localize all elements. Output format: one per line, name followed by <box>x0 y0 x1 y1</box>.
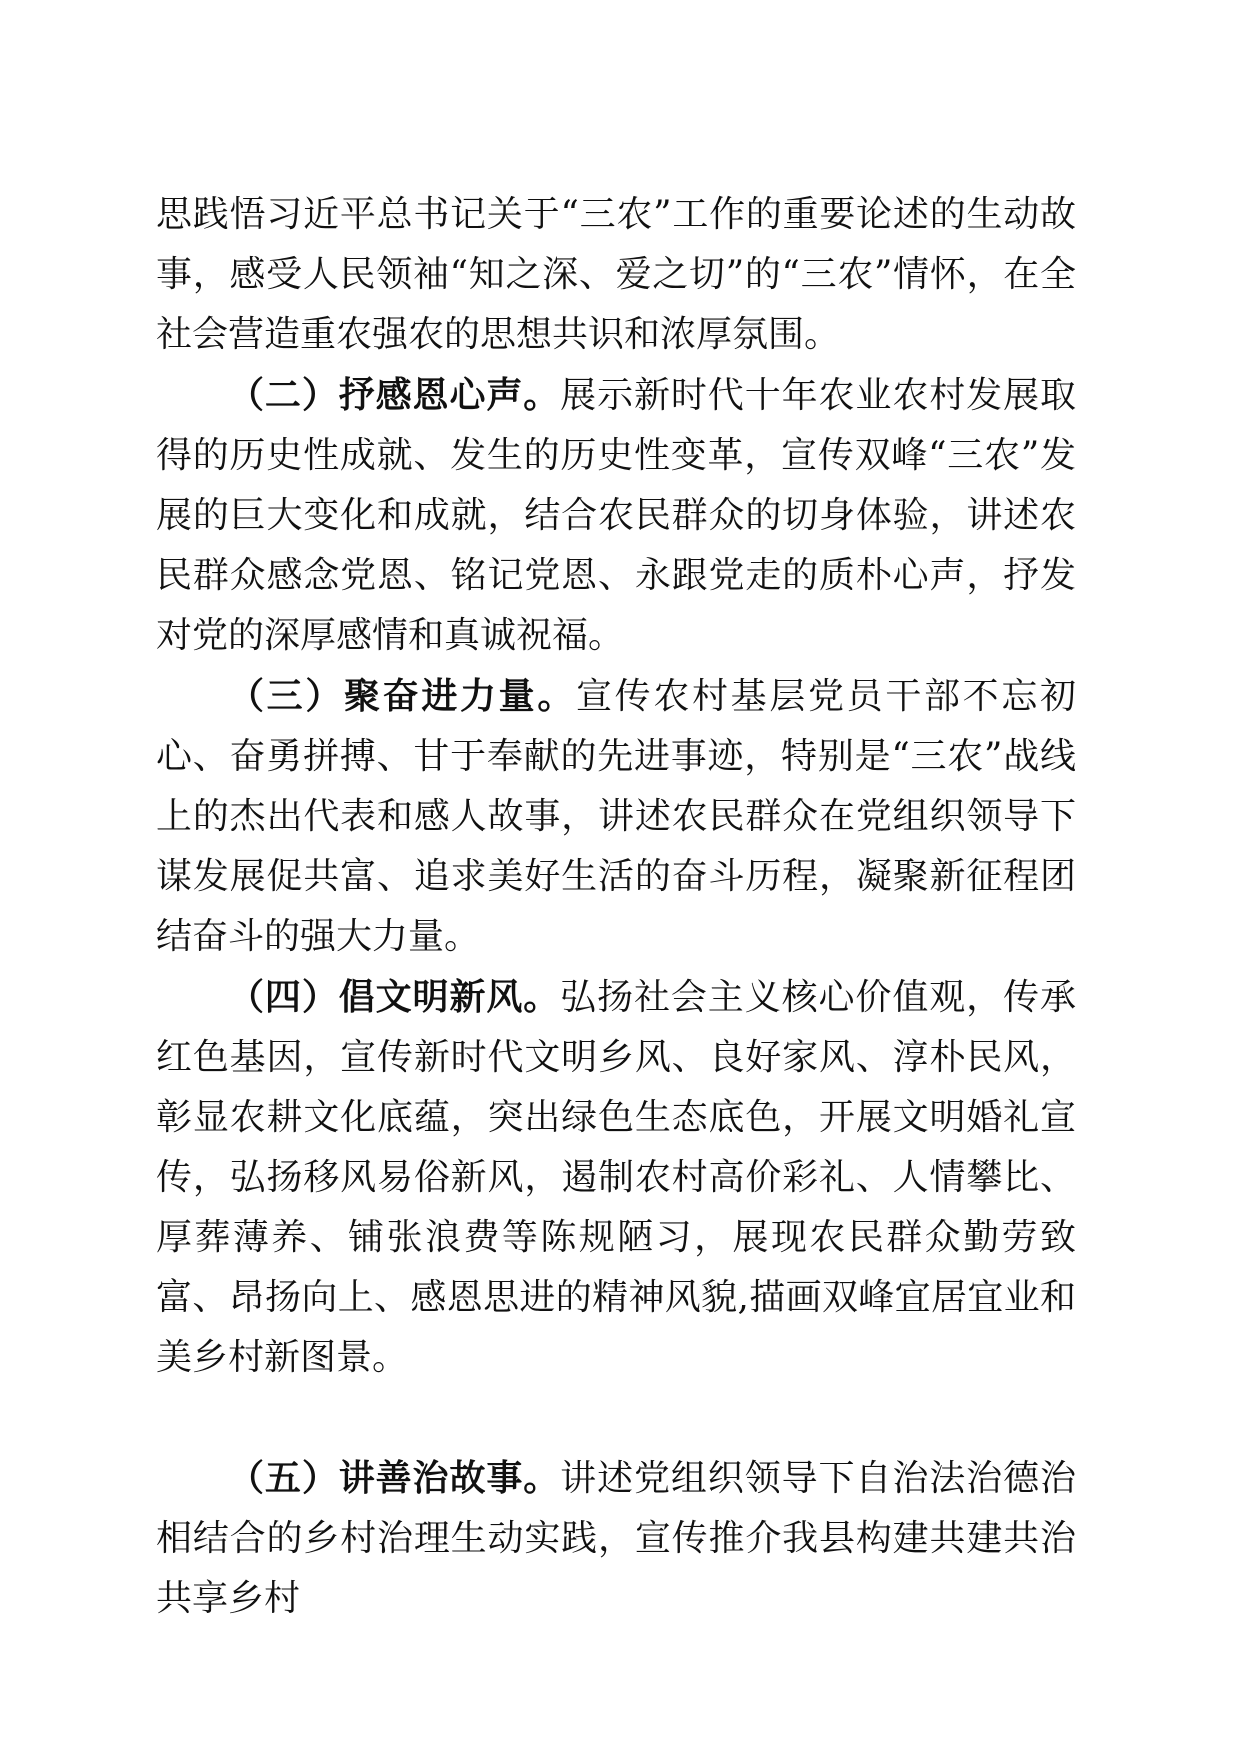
paragraph-section-4 <box>156 967 1076 1388</box>
paragraph-continuation <box>156 185 1076 365</box>
paragraph-text: 弘扬社会主义核心价值观，传承红色基因，宣传新时代文明乡风、良好家风、淳朴民风，彰显农耕文化底蕴，突出绿色生态底色，开展文明婚礼宣传，弘扬移风易俗新风，遏制农村高价彩礼、人情攀比、厚葬薄养、铺张浪费等陈规陋习，展现农民群众勤劳致富、昂扬向上、感恩思进的精神风貌,描画双峰宜居宜业和美乡村新图景。 <box>156 977 1076 1378</box>
section-heading: （三）聚奋进力量。 <box>228 675 576 717</box>
paragraph-text: 思践悟习近平总书记关于“三农”工作的重要论述的生动故事，感受人民领袖“知之深、爱之切”的“三农”情怀，在全社会营造重农强农的思想共识和浓厚氛围。 <box>156 194 1076 355</box>
document-body <box>156 185 1076 1629</box>
paragraph-section-3 <box>156 666 1076 967</box>
section-heading: （二）抒感恩心声。 <box>228 374 561 416</box>
paragraph-text: 展示新时代十年农业农村发展取得的历史性成就、发生的历史性变革，宣传双峰“三农”发展的巨大变化和成就，结合农民群众的切身体验，讲述农民群众感念党恩、铭记党恩、永跟党走的质朴心声，抒发对党的深厚感情和真诚祝福。 <box>156 375 1076 656</box>
section-heading: （四）倡文明新风。 <box>228 976 561 1018</box>
paragraph-section-2 <box>156 365 1076 666</box>
paragraph-text: 讲述党组织领导下自治法治德治相结合的乡村治理生动实践，宣传推介我县构建共建共治共享乡村 <box>156 1458 1076 1619</box>
paragraph-section-5 <box>156 1448 1076 1629</box>
section-heading: （五）讲善治故事。 <box>228 1457 561 1499</box>
paragraph-text: 宣传农村基层党员干部不忘初心、奋勇拼搏、甘于奉献的先进事迹，特别是“三农”战线上的杰出代表和感人故事，讲述农民群众在党组织领导下谋发展促共富、追求美好生活的奋斗历程，凝聚新征程团结奋斗的强大力量。 <box>156 676 1076 957</box>
